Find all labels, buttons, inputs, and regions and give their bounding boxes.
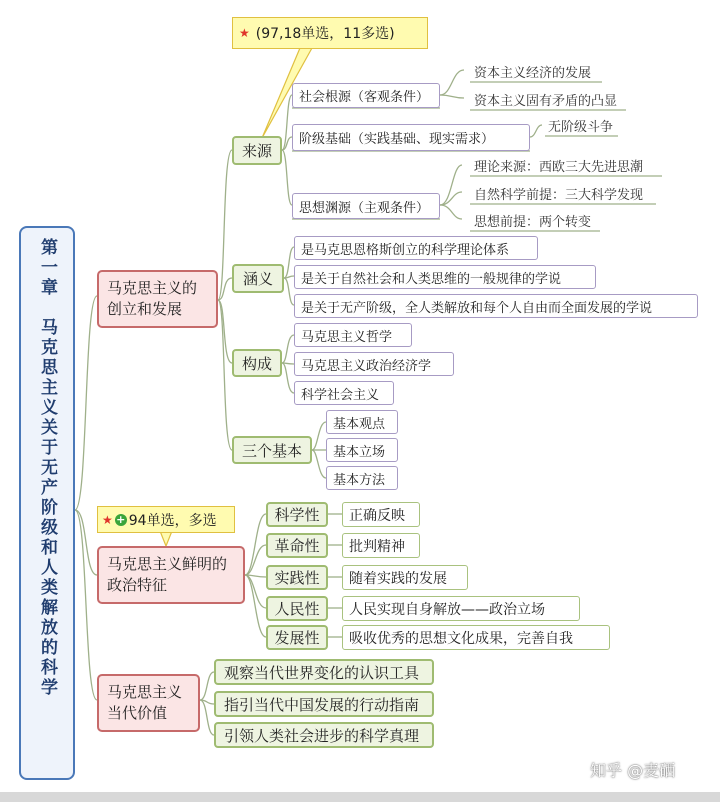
three-basics-item[interactable]: 基本方法 (326, 466, 398, 490)
thought-source-label: 思想渊源（主观条件） (299, 200, 430, 216)
value-branch[interactable] (97, 674, 200, 732)
political-trait-node[interactable]: 革命性 (266, 533, 328, 558)
political-branch[interactable] (97, 546, 245, 604)
value-item[interactable]: 指引当代中国发展的行动指南 (214, 691, 434, 717)
meaning-item[interactable]: 是马克思恩格斯创立的科学理论体系 (294, 236, 538, 260)
class-base-node[interactable] (292, 124, 530, 151)
three-basics-node[interactable] (232, 436, 312, 464)
composition-node[interactable] (232, 349, 282, 377)
meaning-item[interactable]: 是关于自然社会和人类思维的一般规律的学说 (294, 265, 596, 289)
root-title: 第一章 马克思主义关于无产阶级和人类解放的科学 (37, 238, 57, 698)
meaning-label: 涵义 (242, 270, 273, 288)
political-trait-detail[interactable]: 人民实现自身解放——政治立场 (342, 596, 580, 621)
three-basics-item[interactable]: 基本立场 (326, 438, 398, 462)
political-trait-node[interactable]: 实践性 (266, 565, 328, 590)
thought-leaf: 理论来源：西欧三大先进思潮 (474, 160, 644, 175)
origin-note-text: (97,18单选，11多选) (255, 26, 395, 42)
value-item[interactable]: 引领人类社会进步的科学真理 (214, 722, 434, 748)
political-trait-node[interactable]: 人民性 (266, 596, 328, 621)
composition-label: 构成 (241, 354, 272, 373)
political-trait-node[interactable]: 发展性 (266, 625, 328, 650)
political-trait-detail[interactable]: 吸收优秀的思想文化成果，完善自我 (342, 625, 610, 650)
three-basics-label: 三个基本 (241, 441, 302, 460)
class-base-label: 阶级基础（实践基础、现实需求） (299, 132, 495, 147)
political-branch-label: 马克思主义鲜明的政治特征 (107, 555, 228, 594)
plus-icon: + (116, 512, 126, 526)
social-leaf: 资本主义固有矛盾的凸显 (474, 94, 618, 109)
meaning-node[interactable] (232, 264, 284, 293)
political-note-text: 94单选，多选 (128, 512, 217, 529)
founding-branch[interactable] (97, 270, 218, 328)
origin-node[interactable] (232, 136, 282, 165)
composition-item[interactable]: 马克思主义哲学 (294, 323, 412, 347)
star-icon: ★ (102, 512, 113, 527)
three-basics-item[interactable]: 基本观点 (326, 410, 398, 434)
political-trait-detail[interactable]: 批判精神 (342, 533, 420, 558)
watermark: 知乎 @麦硒 (590, 761, 676, 780)
origin-label: 来源 (241, 142, 272, 160)
thought-source-node[interactable] (292, 193, 440, 219)
value-item[interactable]: 观察当代世界变化的认识工具 (214, 659, 434, 685)
meaning-item[interactable]: 是关于无产阶级，全人类解放和每个人自由而全面发展的学说 (294, 294, 698, 318)
root-node[interactable] (19, 226, 75, 780)
social-root-label: 社会根源（客观条件） (299, 90, 430, 105)
value-branch-label: 马克思主义当代价值 (107, 683, 183, 722)
class-leaf: 无阶级斗争 (548, 120, 614, 135)
political-trait-detail[interactable]: 随着实践的发展 (342, 565, 468, 590)
founding-branch-label: 马克思主义的创立和发展 (107, 279, 198, 318)
social-leaf: 资本主义经济的发展 (474, 66, 592, 81)
political-trait-detail[interactable]: 正确反映 (342, 502, 420, 527)
origin-note (232, 17, 428, 49)
thought-leaf: 自然科学前提：三大科学发现 (474, 188, 644, 203)
composition-item[interactable]: 科学社会主义 (294, 381, 394, 405)
political-trait-node[interactable]: 科学性 (266, 502, 328, 527)
social-root-node[interactable] (292, 83, 440, 108)
thought-leaf: 思想前提：两个转变 (474, 215, 592, 230)
bottom-bar (0, 792, 720, 802)
political-note (97, 506, 235, 533)
composition-item[interactable]: 马克思主义政治经济学 (294, 352, 454, 376)
star-icon: ★ (239, 26, 250, 40)
